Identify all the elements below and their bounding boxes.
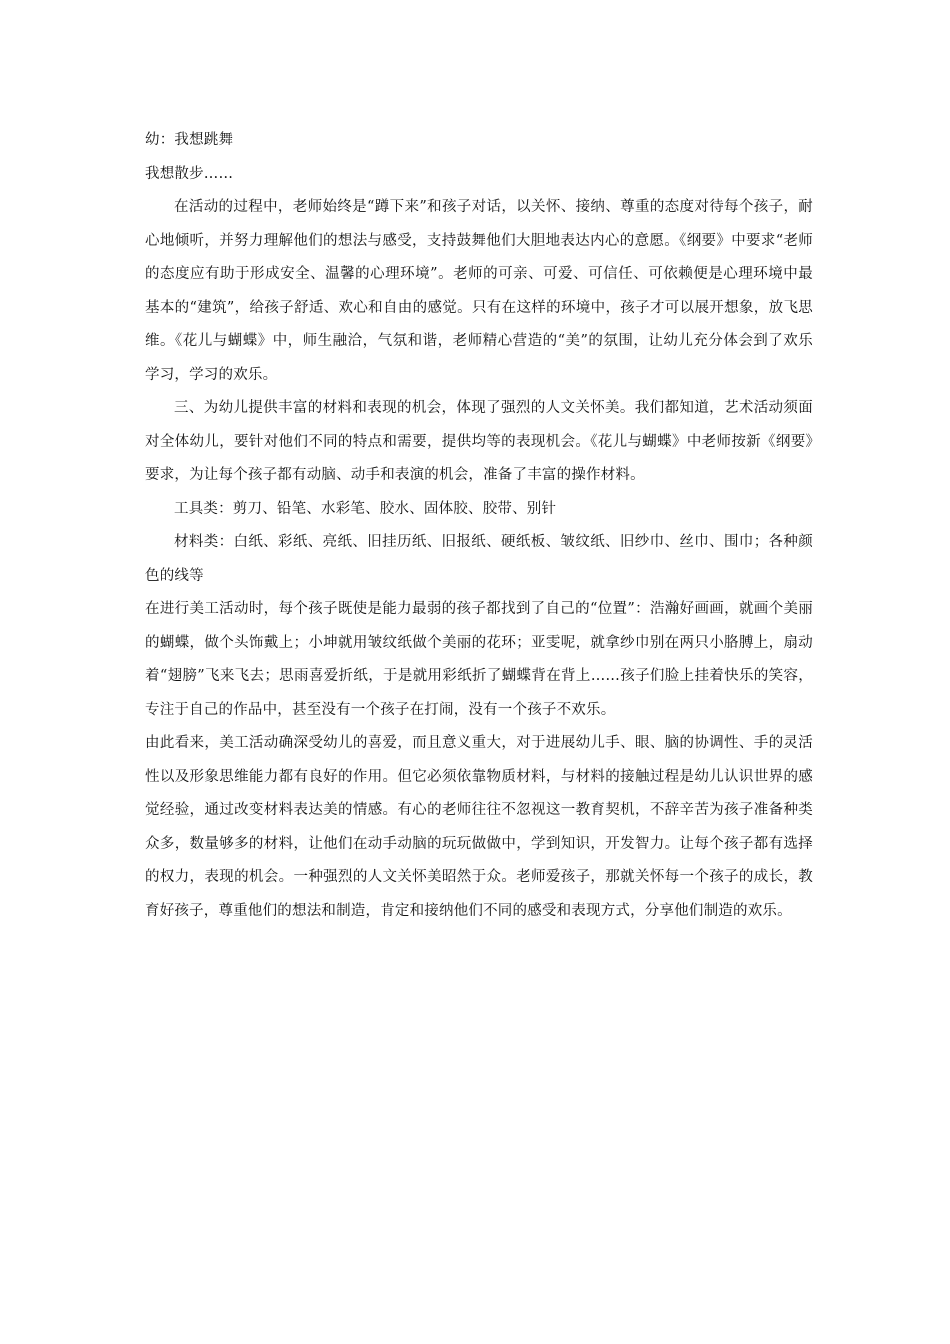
- dialogue-line-1: 幼：我想跳舞: [145, 132, 234, 148]
- paragraph-art-activity: 在进行美工活动时，每个孩子既使是能力最弱的孩子都找到了自己的“位置”：浩瀚好画画，就画个美丽的蝴蝶，做个头饰戴上；小坤就用皱纹纸做个美丽的花环；亚雯呢，就拿纱巾别在两只小胳膊上，扇动着“翅膀”飞来飞去；思雨喜爱折纸，于是就用彩纸折了蝴蝶背在背上……孩子们脸上挂着快乐的笑容，专注于自己的作品中，甚至没有一个孩子在打闹，没有一个孩子不欢乐。: [145, 601, 813, 718]
- paragraph-materials-list: 材料类：白纸、彩纸、亮纸、旧挂历纸、旧报纸、硬纸板、皱纹纸、旧纱巾、丝巾、围巾；各种颜色的线等: [145, 534, 813, 584]
- dialogue-line-2: 我想散步……: [145, 165, 234, 182]
- paragraph-teacher-attitude: 在活动的过程中，老师始终是“蹲下来”和孩子对话，以关怀、接纳、尊重的态度对待每个孩子，耐心地倾听，并努力理解他们的想法与感受，支持鼓舞他们大胆地表达内心的意愿。《纲要》中要求“老师的态度应有助于形成安全、温馨的心理环境”。老师的可亲、可爱、可信任、可依赖便是心理环境中最基本的“建筑”，给孩子舒适、欢心和自由的感觉。只有在这样的环境中，孩子才可以展开想象，放飞思维。《花儿与蝴蝶》中，师生融洽，气氛和谐，老师精心营造的“美”的氛围，让幼儿充分体会到了欢乐学习，学习的欢乐。: [145, 199, 813, 383]
- paragraph-section-three: 三、为幼儿提供丰富的材料和表现的机会，体现了强烈的人文关怀美。我们都知道，艺术活动须面对全体幼儿，要针对他们不同的特点和需要，提供均等的表现机会。《花儿与蝴蝶》中老师按新《纲要》要求，为让每个孩子都有动脑、动手和表演的机会，准备了丰富的操作材料。: [145, 400, 813, 483]
- paragraph-tools-list: 工具类：剪刀、铅笔、水彩笔、胶水、固体胶、胶带、别针: [174, 500, 557, 517]
- document-body: [145, 124, 813, 928]
- paragraph-conclusion: 由此看来，美工活动确深受幼儿的喜爱，而且意义重大，对于进展幼儿手、眼、脑的协调性、手的灵活性以及形象思维能力都有良好的作用。但它必须依靠物质材料，与材料的接触过程是幼儿认识世界的感觉经验，通过改变材料表达美的情感。有心的老师往往不忽视这一教育契机，不辞辛苦为孩子准备种类众多，数量够多的材料，让他们在动手动脑的玩玩做做中，学到知识，开发智力。让每个孩子都有选择的权力，表现的机会。一种强烈的人文关怀美昭然于众。老师爱孩子，那就关怀每一个孩子的成长，教育好孩子，尊重他们的想法和制造，肯定和接纳他们不同的感受和表现方式，分享他们制造的欢乐。: [145, 735, 813, 919]
